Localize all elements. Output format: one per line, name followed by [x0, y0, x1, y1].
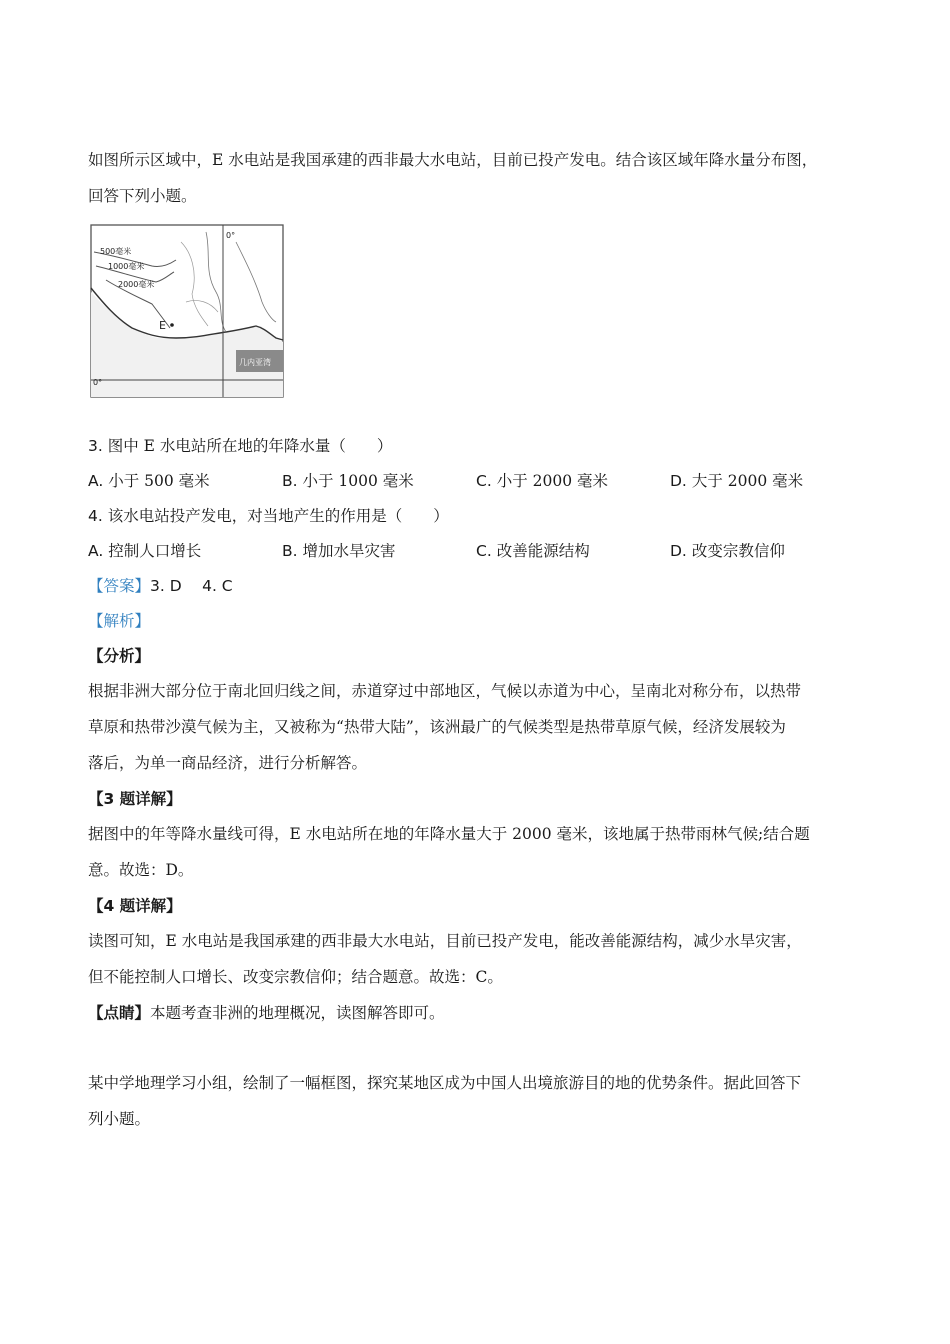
- equator-label: 0°: [93, 378, 103, 387]
- detail-4-line-1: 读图可知，E 水电站是我国承建的西非最大水电站，目前已投产发电，能改善能源结构，减少水旱灾害，: [88, 932, 802, 950]
- gulf-label: 几内亚湾: [239, 358, 271, 367]
- q4-option-b[interactable]: B. 增加水旱灾害: [282, 542, 396, 560]
- question-4: [88, 506, 449, 526]
- isohyet-500-label: 500毫米: [100, 247, 132, 256]
- q3-option-b[interactable]: B. 小于 1000 毫米: [282, 472, 414, 490]
- isohyet-1000-label: 1000毫米: [108, 262, 145, 271]
- q3-option-c[interactable]: C. 小于 2000 毫米: [476, 472, 608, 490]
- detail-3-line-1: 据图中的年等降水量线可得，E 水电站所在地的年降水量大于 2000 毫米，该地属于热带雨林气候;结合题: [88, 825, 810, 843]
- q4-option-c[interactable]: C. 改善能源结构: [476, 542, 590, 560]
- question-3-number: 3.: [88, 437, 103, 455]
- q3-option-d[interactable]: D. 大于 2000 毫米: [670, 472, 804, 490]
- detail-3-line-2: 意。故选：D。: [88, 861, 194, 879]
- isohyet-2000-label: 2000毫米: [118, 280, 155, 289]
- fenxi-line-2: 草原和热带沙漠气候为主，又被称为“热带大陆”，该洲最广的气候类型是热带草原气候，经济发展较为: [88, 718, 786, 736]
- precipitation-map: [86, 222, 288, 404]
- q4-option-d[interactable]: D. 改变宗教信仰: [670, 542, 785, 560]
- q3-option-a[interactable]: A. 小于 500 毫米: [88, 472, 210, 490]
- fenxi-line-1: 根据非洲大部分位于南北回归线之间，赤道穿过中部地区，气候以赤道为中心，呈南北对称分布，以热带: [88, 682, 802, 700]
- dianjing-tag: 【点睛】: [88, 1004, 151, 1022]
- station-label: E: [159, 319, 166, 332]
- question-4-number: 4.: [88, 507, 103, 525]
- intro2-line-2: 列小题。: [88, 1110, 151, 1128]
- station-marker: [170, 323, 174, 327]
- answer-tag: 【答案】: [88, 577, 151, 595]
- intro-line-2: 回答下列小题。: [88, 187, 197, 205]
- answer-text: 3. D 4. C: [150, 577, 233, 595]
- answer-line: [88, 576, 233, 596]
- question-3-stem: 图中 E 水电站所在地的年降水量（ ）: [107, 437, 393, 455]
- detail-4-tag: 【4 题详解】: [88, 897, 182, 915]
- q4-option-a[interactable]: A. 控制人口增长: [88, 542, 202, 560]
- analysis-tag: 【解析】: [88, 612, 151, 630]
- detail-3-tag: 【3 题详解】: [88, 790, 182, 808]
- meridian-label: 0°: [226, 231, 236, 240]
- dianjing-text: 本题考查非洲的地理概况，读图解答即可。: [150, 1004, 445, 1022]
- intro2-line-1: 某中学地理学习小组，绘制了一幅框图，探究某地区成为中国人出境旅游目的地的优势条件。据此回答下: [88, 1074, 802, 1092]
- question-3: [88, 436, 392, 456]
- detail-4-line-2: 但不能控制人口增长、改变宗教信仰；结合题意。故选：C。: [88, 968, 503, 986]
- dianjing-line: [88, 1003, 445, 1023]
- fenxi-tag: 【分析】: [88, 647, 151, 665]
- fenxi-line-3: 落后，为单一商品经济，进行分析解答。: [88, 754, 368, 772]
- intro-line-1: 如图所示区域中，E 水电站是我国承建的西非最大水电站，目前已投产发电。结合该区域年降水量分布图，: [88, 151, 818, 169]
- question-4-stem: 该水电站投产发电，对当地产生的作用是（ ）: [107, 507, 449, 525]
